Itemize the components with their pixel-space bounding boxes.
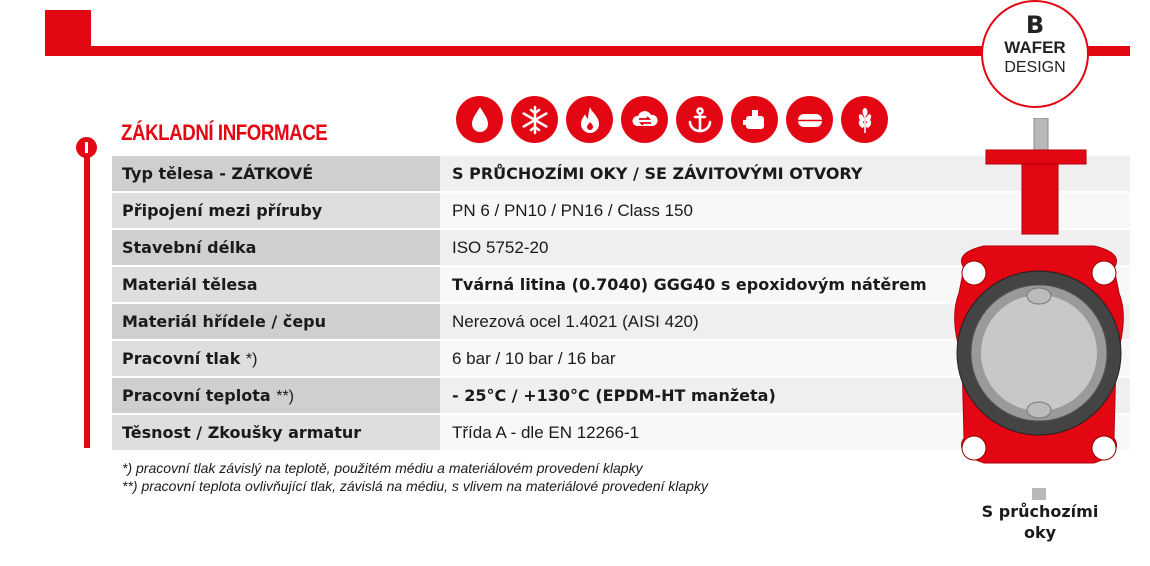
- spec-key: Typ tělesa - ZÁTKOVÉ: [112, 156, 440, 192]
- gas-cloud-icon: [621, 96, 668, 143]
- spec-key: Pracovní teplota **): [112, 377, 440, 414]
- footnote-temperature: **) pracovní teplota ovlivňující tlak, závislá na médiu, s vlivem na materiálové provedení klapky: [122, 478, 708, 494]
- spec-value: Třída A - dle EN 12266-1: [440, 414, 1130, 451]
- oil-tank-icon: [786, 96, 833, 143]
- header-red-line: [45, 46, 1130, 56]
- spec-key: Těsnost / Zkoušky armatur: [112, 414, 440, 451]
- spec-value: ISO 5752-20: [440, 229, 1130, 266]
- anchor-icon: [676, 96, 723, 143]
- footnote-pressure: *) pracovní tlak závislý na teplotě, použitém médiu a materiálovém provedení klapky: [122, 460, 643, 476]
- water-drop-icon: [456, 96, 503, 143]
- snowflake-icon: [511, 96, 558, 143]
- valve-caption: S průchozími oky: [981, 502, 1099, 542]
- spec-key: Stavební délka: [112, 229, 440, 266]
- spec-value: Nerezová ocel 1.4021 (AISI 420): [440, 303, 1130, 340]
- spec-value: PN 6 / PN10 / PN16 / Class 150: [440, 192, 1130, 229]
- spec-value: 6 bar / 10 bar / 16 bar: [440, 340, 1130, 377]
- spec-value: - 25°C / +130°C (EPDM-HT manžeta): [440, 377, 1130, 414]
- spec-key: Materiál hřídele / čepu: [112, 303, 440, 340]
- section-title: ZÁKLADNÍ INFORMACE: [121, 120, 328, 145]
- media-icons: [456, 96, 888, 144]
- butterfly-valve-image: [944, 118, 1134, 503]
- grain-icon: [841, 96, 888, 143]
- section-side-bar: [84, 155, 90, 448]
- badge-letter: B: [1025, 11, 1045, 39]
- oil-can-icon: [731, 96, 778, 143]
- design-badge: [981, 0, 1089, 108]
- spec-key: Pracovní tlak *): [112, 340, 440, 377]
- badge-line1: WAFER: [1004, 38, 1066, 57]
- flame-icon: [566, 96, 613, 143]
- spec-key: Připojení mezi příruby: [112, 192, 440, 229]
- footnotes: [122, 459, 708, 495]
- spec-value: Tvárná litina (0.7040) GGG40 s epoxidovým nátěrem: [440, 266, 1130, 303]
- badge-line2: DESIGN: [1004, 59, 1066, 76]
- spec-key: Materiál tělesa: [112, 266, 440, 303]
- spec-value: S PRŮCHOZÍMI OKY / SE ZÁVITOVÝMI OTVORY: [440, 156, 1130, 192]
